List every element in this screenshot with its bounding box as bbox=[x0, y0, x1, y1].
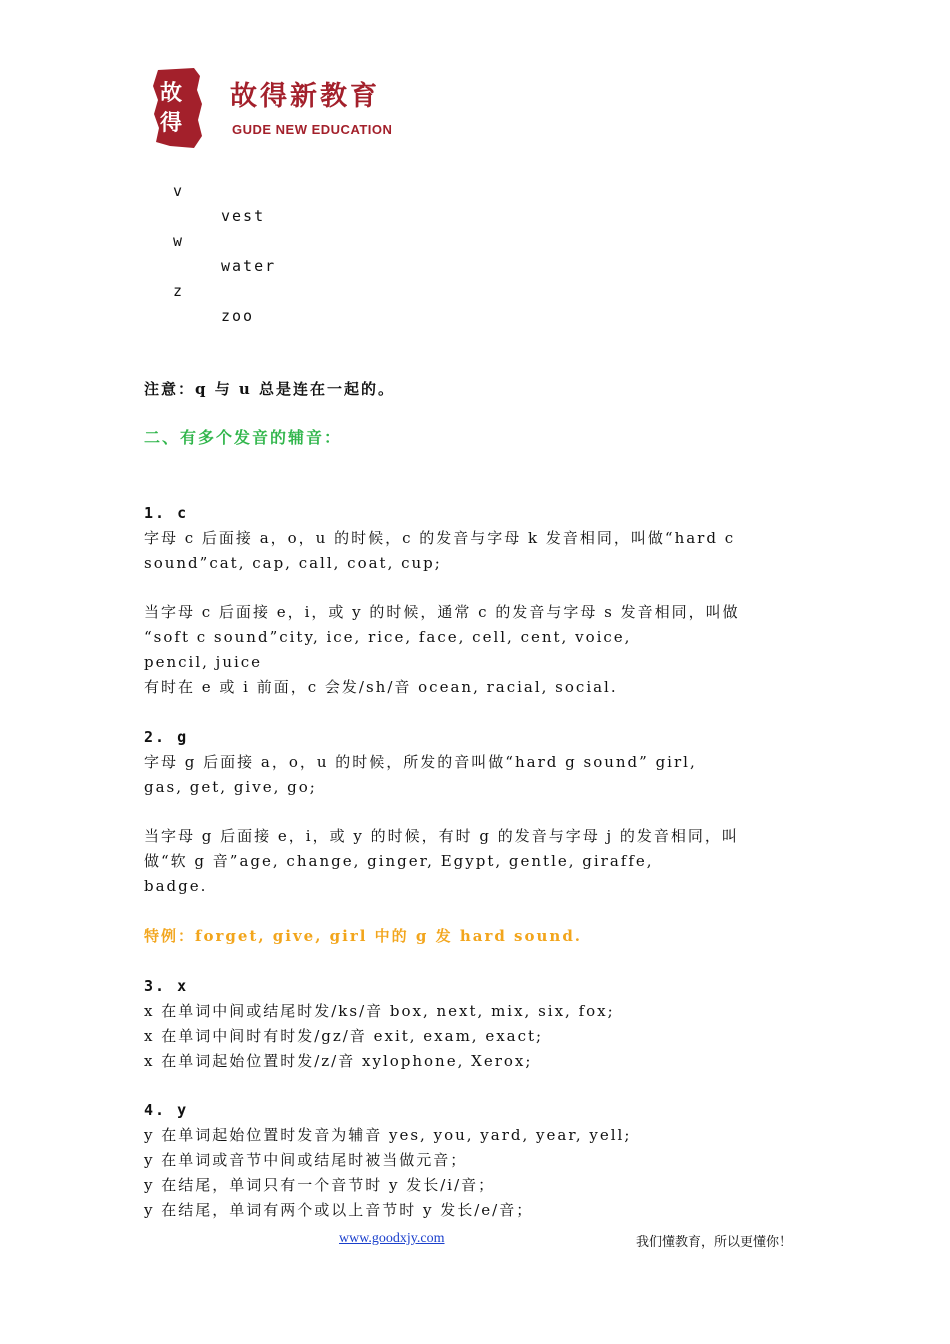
section-c-line-1: 字母 c 后面接 a，o，u 的时候，c 的发音与字母 k 发音相同，叫做“hard c bbox=[144, 529, 736, 547]
section-y-line-1: y 在单词起始位置时发音为辅音 yes, you, yard, year, yell; bbox=[144, 1126, 632, 1144]
section-c-line-6: 有时在 e 或 i 前面，c 会发/sh/音 ocean, racial, social. bbox=[144, 678, 618, 696]
brand-name-cn: 故得新教育 bbox=[230, 81, 380, 112]
section-x-title: 3. x bbox=[144, 977, 189, 995]
section-y-line-2: y 在单词或音节中间或结尾时被当做元音； bbox=[144, 1151, 468, 1169]
word-zoo: zoo bbox=[221, 307, 255, 325]
word-water: water bbox=[221, 257, 277, 275]
section-c-line-4: “soft c sound”city, ice, rice, face, cell, cent, voice, bbox=[144, 628, 632, 646]
section-g-line-1: 字母 g 后面接 a，o，u 的时候，所发的音叫做“hard g sound” girl, bbox=[144, 753, 697, 771]
section-g-special: 特例：forget, give, girl 中的 g 发 hard sound. bbox=[144, 927, 583, 945]
section-g-line-5: badge. bbox=[144, 877, 208, 895]
note-text: 注意：q 与 u 总是连在一起的。 bbox=[144, 380, 396, 398]
section-g-line-2: gas, get, give, go; bbox=[144, 778, 317, 796]
section-x-line-3: x 在单词起始位置时发/z/音 xylophone, Xerox; bbox=[144, 1052, 533, 1070]
section-g-line-4: 做“软 g 音”age, change, ginger, Egypt, gentle, giraffe, bbox=[144, 852, 654, 870]
seal-text-2: 得 bbox=[160, 110, 183, 136]
word-vest: vest bbox=[221, 207, 266, 225]
section-c-line-2: sound”cat, cap, call, coat, cup; bbox=[144, 554, 442, 572]
seal-text-1: 故 bbox=[160, 80, 183, 106]
brand-name-en: GUDE NEW EDUCATION bbox=[232, 122, 393, 137]
section-y-line-4: y 在结尾，单词有两个或以上音节时 y 发长/e/音； bbox=[144, 1201, 534, 1219]
section-c-title: 1. c bbox=[144, 504, 189, 522]
section-y-line-3: y 在结尾，单词只有一个音节时 y 发长/i/音； bbox=[144, 1176, 496, 1194]
section-g-title: 2. g bbox=[144, 728, 189, 746]
section-x-line-2: x 在单词中间时有时发/gz/音 exit, exam, exact; bbox=[144, 1027, 544, 1045]
letter-v: v bbox=[173, 182, 185, 200]
section-heading: 二、有多个发音的辅音： bbox=[144, 428, 343, 447]
section-x-line-1: x 在单词中间或结尾时发/ks/音 box, next, mix, six, fox; bbox=[144, 1002, 615, 1020]
seal-logo-icon bbox=[150, 66, 206, 150]
section-g-line-3: 当字母 g 后面接 e，i，或 y 的时候，有时 g 的发音与字母 j 的发音相同，叫 bbox=[144, 827, 739, 845]
brand-logo bbox=[150, 66, 420, 150]
letter-z: z bbox=[173, 282, 185, 300]
footer-slogan: 我们懂教育，所以更懂你！ bbox=[636, 1235, 793, 1250]
letter-w: w bbox=[173, 232, 185, 250]
section-c-line-5: pencil, juice bbox=[144, 653, 263, 671]
section-y-title: 4. y bbox=[144, 1101, 189, 1119]
footer-website-link[interactable]: www.goodxjy.com bbox=[339, 1231, 445, 1246]
section-c-line-3: 当字母 c 后面接 e，i，或 y 的时候，通常 c 的发音与字母 s 发音相同，叫做 bbox=[144, 603, 740, 621]
